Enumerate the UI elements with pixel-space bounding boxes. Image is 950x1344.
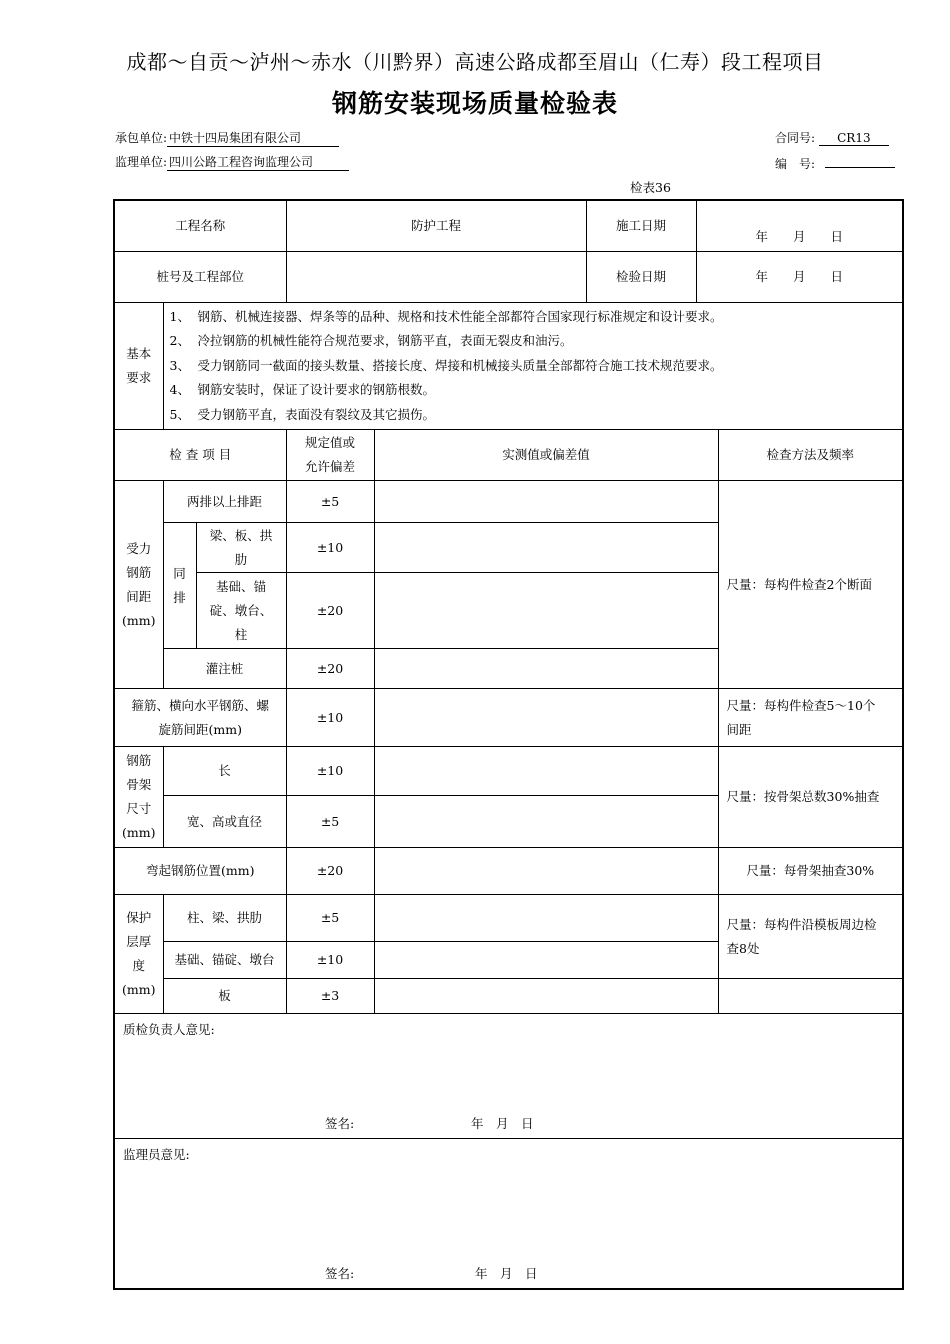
station-label: 桩号及工程部位 bbox=[114, 251, 286, 302]
inspection-date-label: 检验日期 bbox=[586, 251, 696, 302]
col-header-tolerance: 规定值或 允许偏差 bbox=[286, 430, 374, 481]
slab-tolerance: ±3 bbox=[286, 979, 374, 1014]
column-measured[interactable] bbox=[374, 895, 718, 942]
cage-method: 尺量：按骨架总数30%抽查 bbox=[718, 747, 903, 848]
supervisor-opinion-row bbox=[114, 1139, 903, 1289]
width-measured[interactable] bbox=[374, 796, 718, 848]
beam-measured[interactable] bbox=[374, 523, 718, 573]
pile-measured[interactable] bbox=[374, 649, 718, 689]
column-tolerance: ±5 bbox=[286, 895, 374, 942]
foundation-measured[interactable] bbox=[374, 573, 718, 649]
bent-tolerance: ±20 bbox=[286, 848, 374, 895]
supervisor-line bbox=[115, 153, 349, 171]
serial-no-line bbox=[775, 153, 895, 172]
station-row bbox=[114, 251, 903, 302]
qc-opinion-label: 质检负责人意见: bbox=[123, 1022, 215, 1037]
requirement-item: 1、 钢筋、机械连接器、焊条等的品种、规格和技术性能全部都符合国家现行标准规定和设计要求。 bbox=[169, 308, 723, 324]
inspection-date-value[interactable]: 年 月 日 bbox=[696, 251, 903, 302]
base-tolerance: ±10 bbox=[286, 942, 374, 979]
slab-measured[interactable] bbox=[374, 979, 718, 1014]
requirements-label bbox=[114, 302, 163, 430]
form-code: 检表36 bbox=[630, 180, 671, 195]
contractor-label: 承包单位: bbox=[115, 131, 168, 145]
width-tolerance: ±5 bbox=[286, 796, 374, 848]
contractor-line bbox=[115, 129, 339, 147]
supervisor-opinion-label: 监理员意见: bbox=[123, 1147, 190, 1162]
project-title: 成都～自贡～泸州～赤水（川黔界）高速公路成都至眉山（仁寿）段工程项目 bbox=[126, 50, 824, 74]
form-title: 钢筋安装现场质量检验表 bbox=[331, 89, 618, 118]
supervisor-opinion-cell[interactable] bbox=[114, 1139, 903, 1289]
supervisor-value: 四川公路工程咨询监理公司 bbox=[167, 153, 349, 171]
project-name-value[interactable]: 防护工程 bbox=[286, 200, 586, 251]
requirement-item: 4、 钢筋安装时，保证了设计要求的钢筋根数。 bbox=[169, 382, 436, 397]
length-tolerance: ±10 bbox=[286, 747, 374, 796]
two-rows-tolerance: ±5 bbox=[286, 481, 374, 523]
inspection-table bbox=[113, 199, 904, 1290]
station-value[interactable] bbox=[286, 251, 586, 302]
contract-no-line bbox=[775, 129, 889, 146]
length-label: 长 bbox=[163, 747, 286, 796]
bent-measured[interactable] bbox=[374, 848, 718, 895]
requirement-item: 2、 冷拉钢筋的机械性能符合规范要求，钢筋平直，表面无裂皮和油污。 bbox=[169, 333, 573, 348]
two-rows-label: 两排以上排距 bbox=[163, 481, 286, 523]
col-header-item: 检 查 项 目 bbox=[114, 430, 286, 481]
width-label: 宽、高或直径 bbox=[163, 796, 286, 848]
pile-tolerance: ±20 bbox=[286, 649, 374, 689]
construction-date-value[interactable]: 年 月 日 bbox=[696, 200, 903, 251]
two-rows-measured[interactable] bbox=[374, 481, 718, 523]
table-row bbox=[114, 481, 903, 523]
slab-label: 板 bbox=[163, 979, 286, 1014]
beam-label: 梁、板、拱 肋 bbox=[196, 523, 286, 573]
table-row bbox=[114, 895, 903, 942]
cover-method: 尺量：每构件沿模板周边检 查8处 bbox=[718, 895, 903, 979]
supervisor-label: 监理单位: bbox=[115, 155, 168, 169]
spacing-group-label: 受力 钢筋 间距 (mm) bbox=[114, 481, 163, 689]
requirement-item: 3、 受力钢筋同一截面的接头数量、搭接长度、焊接和机械接头质量全部都符合施工技术规范要求。 bbox=[169, 357, 723, 373]
qc-sign-label: 签名: bbox=[325, 1116, 355, 1131]
requirements-list bbox=[163, 302, 903, 430]
same-row-label: 同 排 bbox=[163, 523, 196, 649]
bent-method: 尺量：每骨架抽查30% bbox=[718, 848, 903, 895]
base-measured[interactable] bbox=[374, 942, 718, 979]
col-header-method: 检查方法及频率 bbox=[718, 430, 903, 481]
stirrup-measured[interactable] bbox=[374, 689, 718, 747]
spacing-method: 尺量：每构件检查2个断面 bbox=[718, 481, 903, 689]
cage-group-label: 钢筋 骨架 尺寸 (mm) bbox=[114, 747, 163, 848]
project-name-row bbox=[114, 200, 903, 251]
contract-no-value: CR13 bbox=[819, 131, 889, 146]
serial-no-label: 编 号: bbox=[775, 157, 816, 171]
table-row bbox=[114, 979, 903, 1014]
slab-method[interactable] bbox=[718, 979, 903, 1014]
requirement-item: 5、 受力钢筋平直，表面没有裂纹及其它损伤。 bbox=[169, 406, 436, 422]
serial-no-field[interactable] bbox=[825, 153, 895, 168]
qc-opinion-cell[interactable] bbox=[114, 1014, 903, 1139]
length-measured[interactable] bbox=[374, 747, 718, 796]
table-row bbox=[114, 689, 903, 747]
qc-opinion-row bbox=[114, 1014, 903, 1139]
beam-tolerance: ±10 bbox=[286, 523, 374, 573]
project-name-label: 工程名称 bbox=[114, 200, 286, 251]
base-label: 基础、锚碇、墩台 bbox=[163, 942, 286, 979]
foundation-tolerance: ±20 bbox=[286, 573, 374, 649]
table-row bbox=[114, 747, 903, 796]
contract-no-label: 合同号: bbox=[775, 131, 816, 145]
foundation-label: 基础、锚 碇、墩台、 柱 bbox=[196, 573, 286, 649]
contractor-value: 中铁十四局集团有限公司 bbox=[167, 129, 339, 147]
qc-sign-date: 年 月 日 bbox=[471, 1116, 534, 1131]
bent-label: 弯起钢筋位置(mm) bbox=[114, 848, 286, 895]
column-header-row bbox=[114, 430, 903, 481]
pile-label: 灌注桩 bbox=[163, 649, 286, 689]
construction-date-label: 施工日期 bbox=[586, 200, 696, 251]
stirrup-label: 箍筋、横向水平钢筋、螺 旋筋间距(mm) bbox=[114, 689, 286, 747]
supervisor-sign-label: 签名: bbox=[325, 1265, 355, 1281]
cover-group-label: 保护 层厚 度 (mm) bbox=[114, 895, 163, 1014]
column-label: 柱、梁、拱肋 bbox=[163, 895, 286, 942]
supervisor-sign-date: 年 月 日 bbox=[475, 1265, 538, 1281]
requirements-label-l2: 要求 bbox=[126, 369, 152, 385]
stirrup-method: 尺量：每构件检查5～10个 间距 bbox=[718, 689, 903, 747]
requirements-row bbox=[114, 302, 903, 430]
requirements-label-l1: 基本 bbox=[126, 345, 152, 361]
stirrup-tolerance: ±10 bbox=[286, 689, 374, 747]
col-header-measured: 实测值或偏差值 bbox=[374, 430, 718, 481]
table-row bbox=[114, 848, 903, 895]
